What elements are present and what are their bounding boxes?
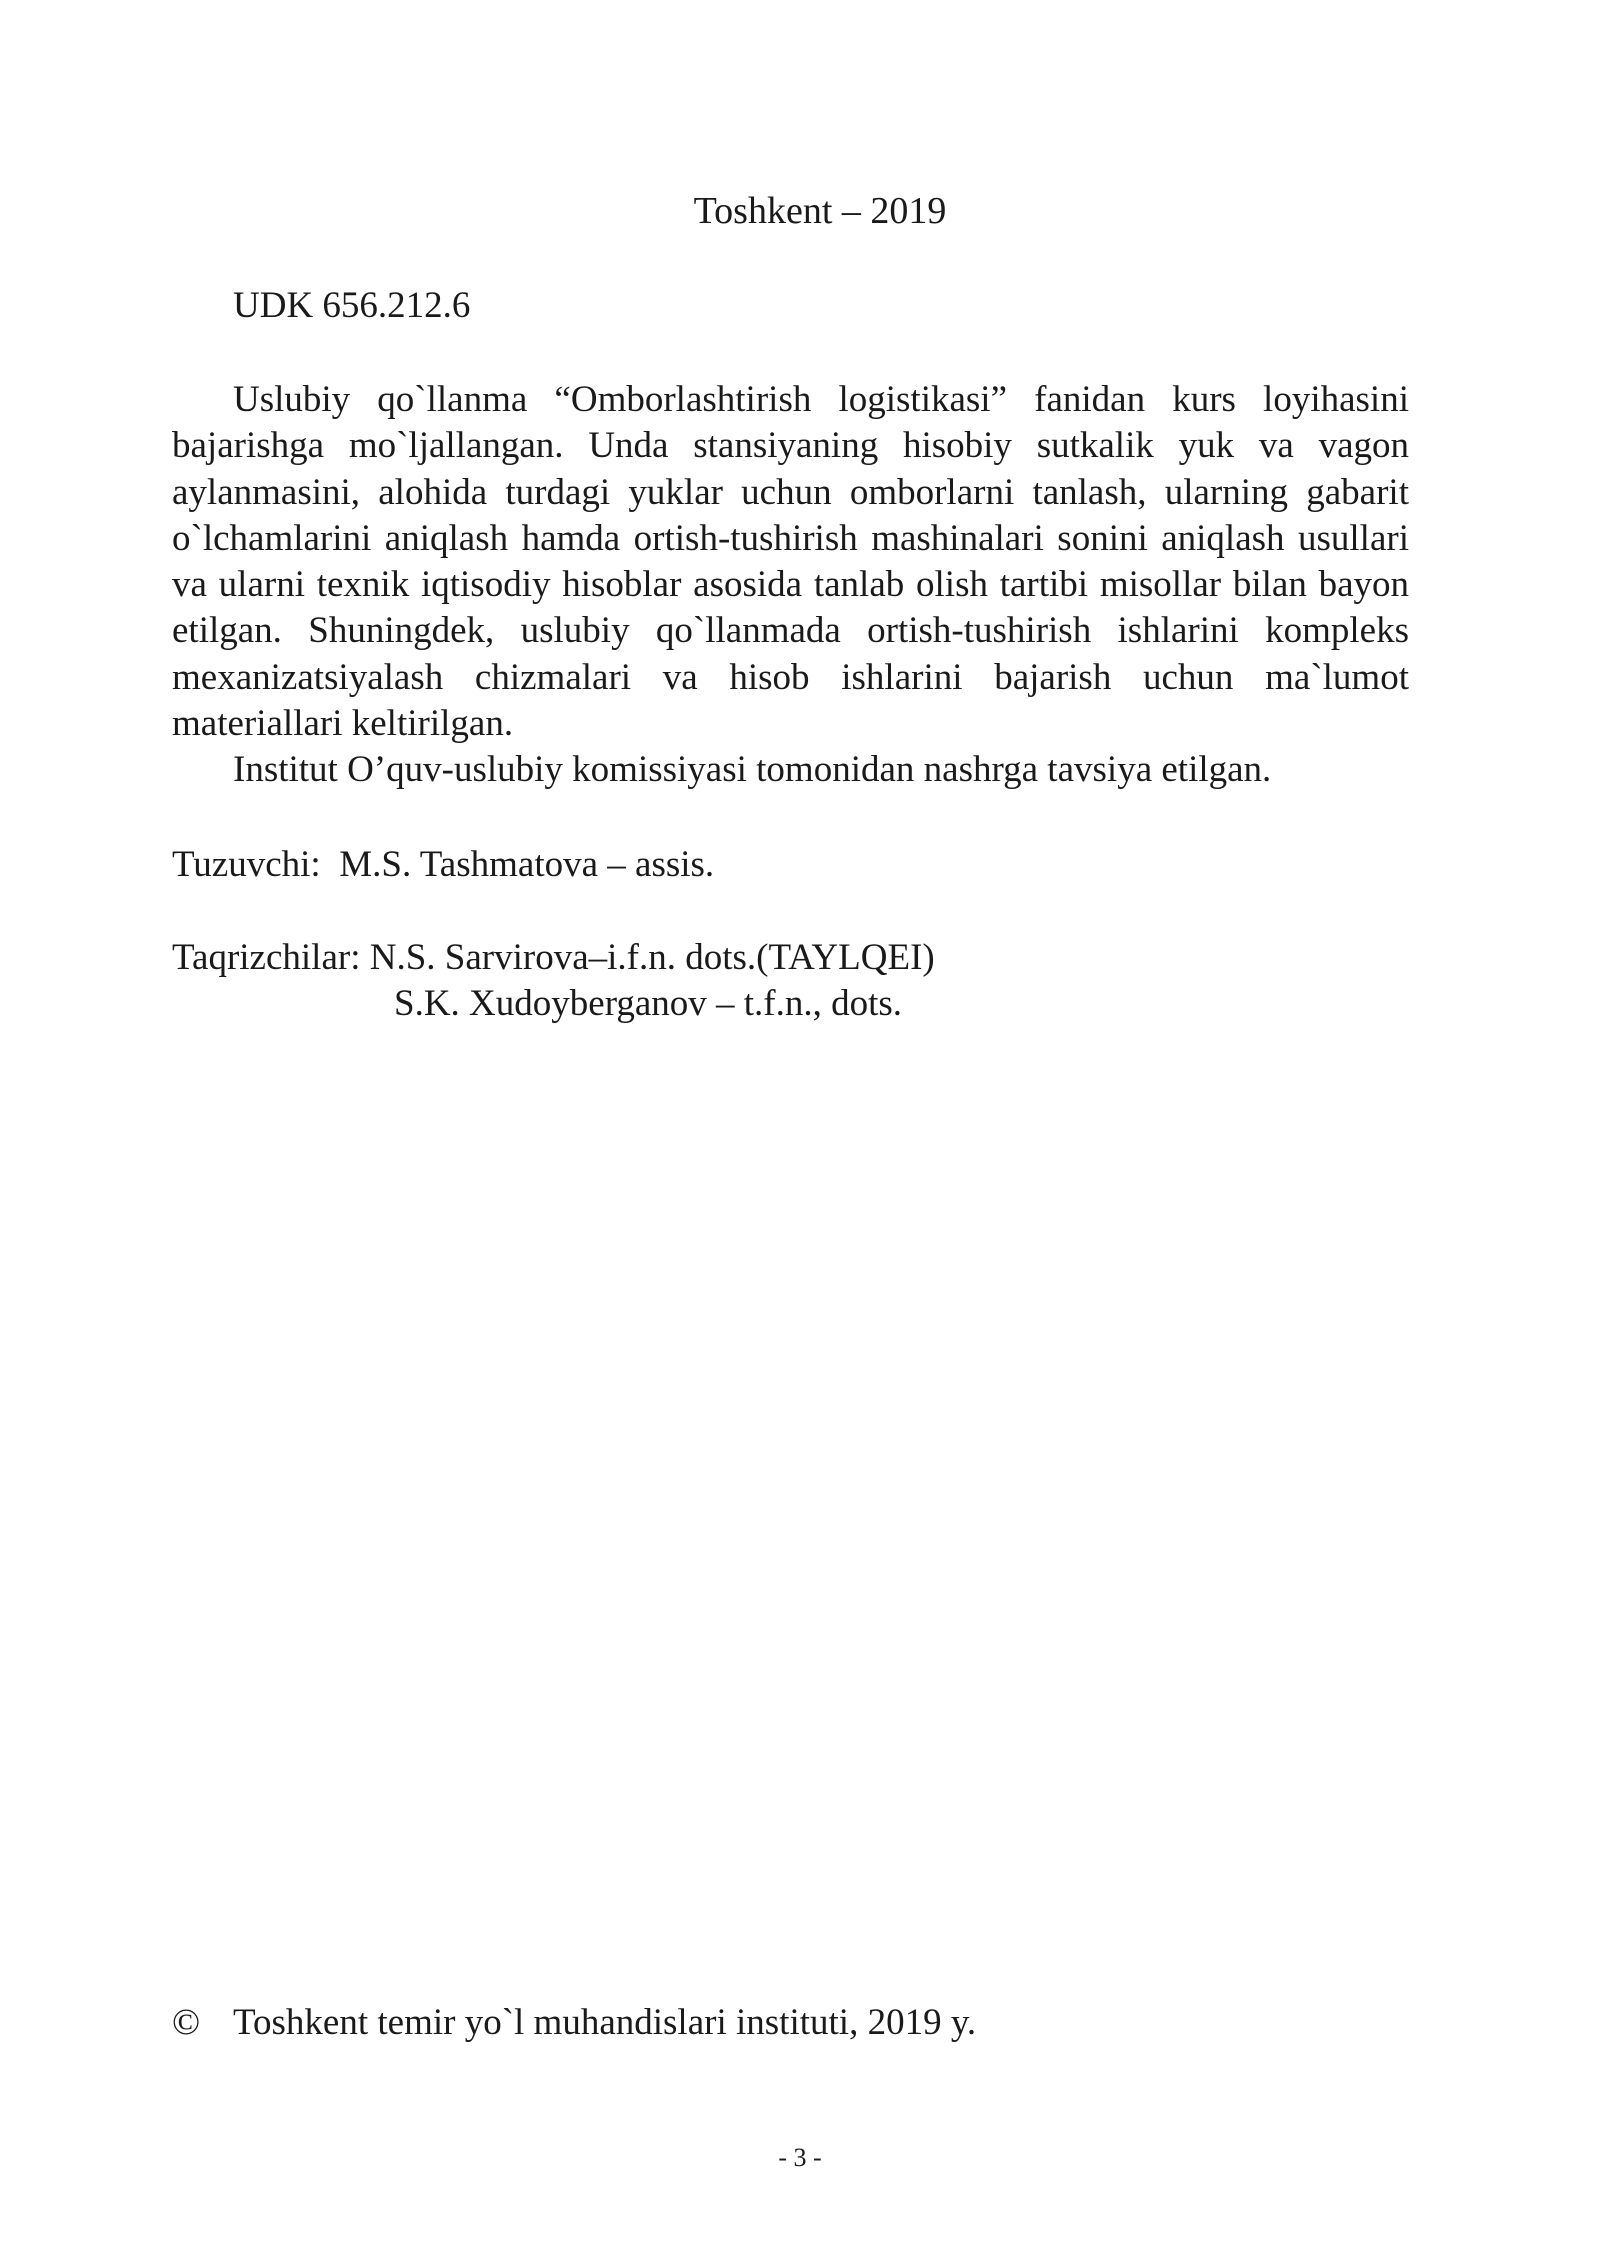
copyright-text: Toshkent temir yo`l muhandislari instituti, 2019 y.: [233, 2002, 977, 2043]
reviewers-block: [172, 935, 935, 1027]
compiler-line: [172, 842, 714, 888]
reviewer-row: [172, 935, 935, 981]
reviewer-row: [172, 981, 935, 1027]
recommendation-paragraph: Institut O’quv-uslubiy komissiyasi tomonidan nashrga tavsiya etilgan.: [233, 749, 1272, 791]
udk-code: UDK 656.212.6: [233, 285, 471, 326]
annotation-paragraph: Uslubiy qo`llanma “Omborlashtirish logistikasi” fanidan kurs loyihasini bajarishga mo`ljallangan. Unda stansiyaning hisobiy sutkalik yuk va vagon aylanmasini, alohida turdagi yuklar uchun omborlarni tanlash, ularning gabarit o`lchamlarini aniqlash hamda ortish-tushirish mashinalari sonini aniqlash usullari va ularni texnik iqtisodiy hisoblar asosida tanlab olish tartibi misollar bilan bayon etilgan. Shuningdek, uslubiy qo`llanmada ortish-tushirish ishlarini kompleks mexanizatsiyalash chizmalari va hisob ishlarini bajarish uchun ma`lumot materiallari keltirilgan.: [172, 379, 1409, 745]
copyright-line: [172, 2000, 976, 2046]
compiler-value: M.S. Tashmatova – assis.: [339, 844, 715, 885]
reviewers-label: Taqrizchilar:: [172, 937, 361, 978]
copyright-symbol: ©: [172, 2002, 201, 2043]
page-number: - 3 -: [778, 2143, 822, 2172]
reviewer-name: S.K. Xudoyberganov – t.f.n., dots.: [394, 983, 903, 1024]
reviewer-name: N.S. Sarvirova–i.f.n. dots.(TAYLQEI): [369, 937, 935, 978]
annotation-block: [172, 377, 1409, 794]
city-year-heading: Toshkent – 2019: [693, 190, 947, 232]
compiler-label: Tuzuvchi:: [172, 844, 321, 885]
